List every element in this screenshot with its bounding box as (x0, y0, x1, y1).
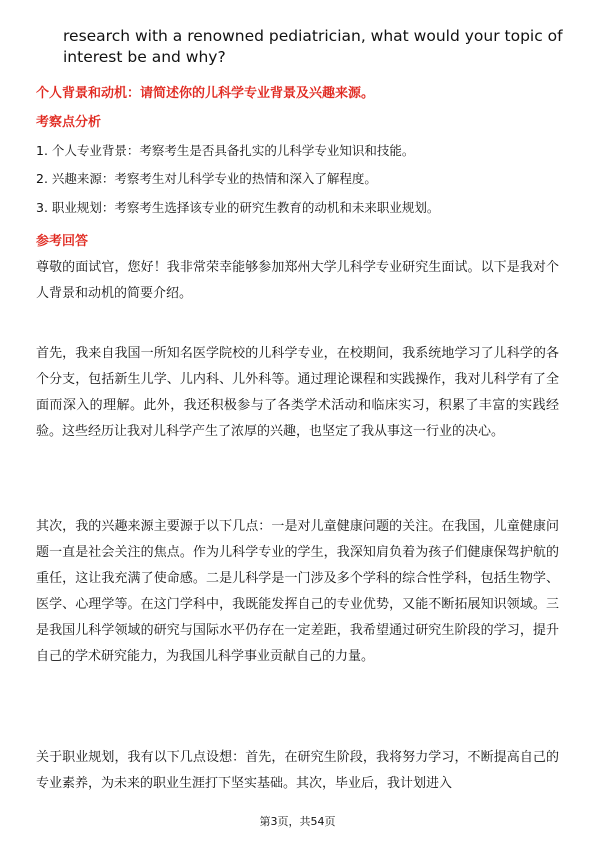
answer-heading: 参考回答 (36, 234, 89, 249)
analysis-heading: 考察点分析 (36, 115, 102, 130)
page-footer: 第3页，共54页 (259, 815, 336, 828)
answer-paragraph: 尊敬的面试官，您好！我非常荣幸能够参加郑州大学儿科学专业研究生面试。以下是我对个人背景和动机的简要介绍。 (36, 260, 559, 301)
analysis-item: 1. 个人专业背景：考察考生是否具备扎实的儿科学专业知识和技能。 (36, 143, 415, 158)
analysis-item: 3. 职业规划：考察考生选择该专业的研究生教育的动机和未来职业规划。 (36, 200, 440, 215)
answer-paragraph: 关于职业规划，我有以下几点设想：首先，在研究生阶段，我将努力学习，不断提高自己的专业素养，为未来的职业生涯打下坚实基础。其次，毕业后，我计划进入 (36, 750, 559, 791)
analysis-item: 2. 兴趣来源：考察考生对儿科学专业的热情和深入了解程度。 (36, 171, 377, 186)
answer-paragraph: 其次，我的兴趣来源主要源于以下几点：一是对儿童健康问题的关注。在我国，儿童健康问题一直是社会关注的焦点。作为儿科学专业的学生，我深知肩负着为孩子们健康保驾护航的重任，这让我充满了使命感。二是儿科学是一门涉及多个学科的综合性学科，包括生物学、医学、心理学等。在这门学科中，我既能发挥自己的专业优势，又能不断拓展知识领域。三是我国儿科学领域的研究与国际水平仍存在一定差距，我希望通过研究生阶段的学习，提升自己的学术研究能力，为我国儿科学事业贡献自己的力量。 (36, 519, 559, 664)
intro-text: research with a renowned pediatrician, what would your topic of interest be and why? (63, 27, 563, 66)
question-title: 个人背景和动机：请简述你的儿科学专业背景及兴趣来源。 (36, 86, 375, 101)
answer-paragraph: 首先，我来自我国一所知名医学院校的儿科学专业，在校期间，我系统地学习了儿科学的各个分支，包括新生儿学、儿内科、儿外科等。通过理论课程和实践操作，我对儿科学有了全面而深入的理解。此外，我还积极参与了各类学术活动和临床实习，积累了丰富的实践经验。这些经历让我对儿科学产生了浓厚的兴趣，也坚定了我从事这一行业的决心。 (36, 346, 559, 439)
